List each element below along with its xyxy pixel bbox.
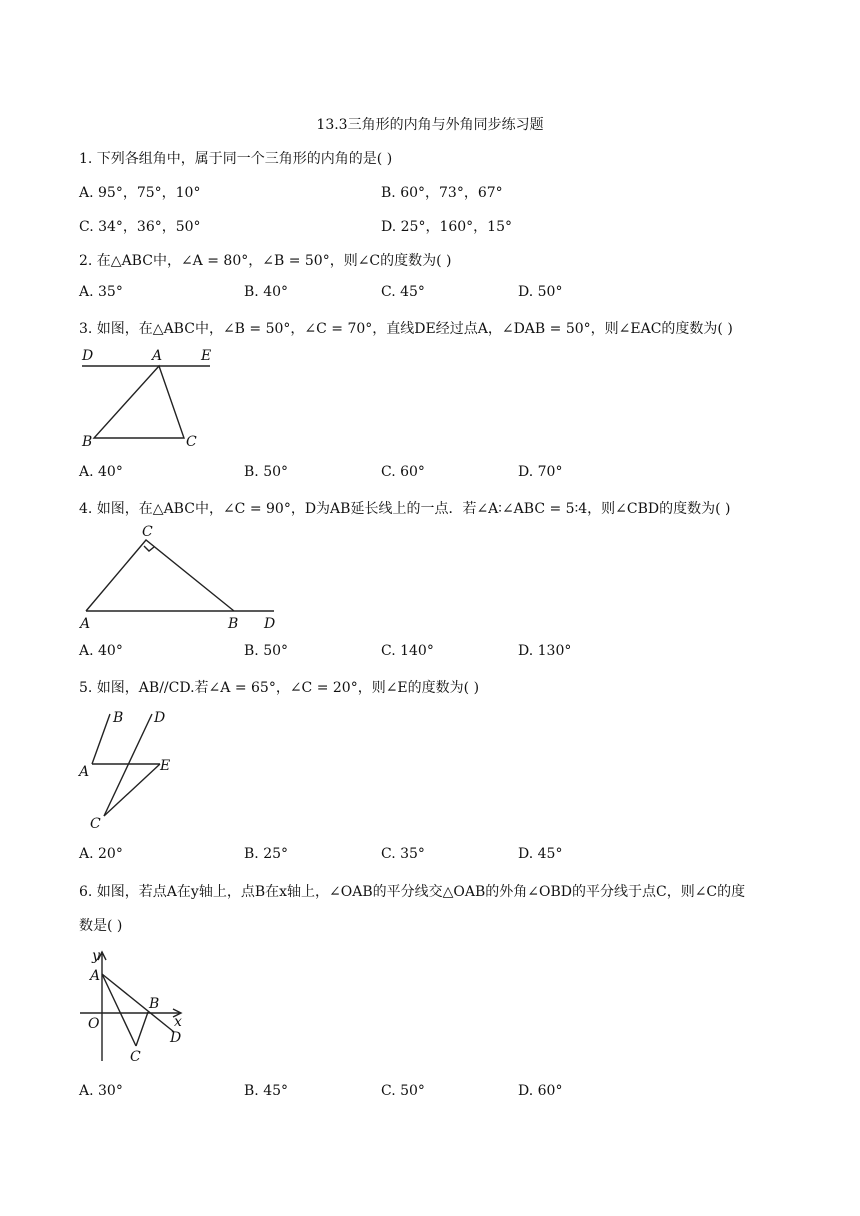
question-3-option-d: D. 70° <box>518 464 563 480</box>
label-b: B <box>228 616 239 632</box>
question-2-stem: 2. 在△ABC中，∠A = 80°，∠B = 50°，则∠C的度数为( ) <box>79 253 452 269</box>
question-5-option-a: A. 20° <box>79 846 123 862</box>
question-3-option-c: C. 60° <box>381 464 425 480</box>
question-3-stem: 3. 如图，在△ABC中，∠B = 50°，∠C = 70°，直线DE经过点A，∠DAB = 50°，则∠EAC的度数为( ) <box>79 321 733 337</box>
question-5-stem: 5. 如图，AB//CD.若∠A = 65°，∠C = 20°，则∠E的度数为( ) <box>79 680 480 696</box>
question-3-option-a: A. 40° <box>79 464 123 480</box>
question-3-figure <box>76 342 226 452</box>
question-2-option-b: B. 40° <box>244 284 289 300</box>
label-a: A <box>152 348 163 364</box>
question-4-stem: 4. 如图，在△ABC中，∠C = 90°，D为AB延长线上的一点．若∠A∶∠ABC = 5∶4，则∠CBD的度数为( ) <box>79 501 731 517</box>
question-3-option-b: B. 50° <box>244 464 289 480</box>
question-1-option-d: D. 25°，160°，15° <box>381 219 512 235</box>
label-b: B <box>113 710 124 726</box>
question-5-option-d: D. 45° <box>518 846 563 862</box>
label-d: D <box>264 616 276 632</box>
label-d: D <box>154 710 166 726</box>
segment-bc <box>136 1012 148 1046</box>
segment-ac <box>102 974 136 1046</box>
label-c: C <box>130 1049 141 1065</box>
label-b: B <box>149 996 160 1012</box>
question-4-option-c: C. 140° <box>381 643 434 659</box>
question-1-option-b: B. 60°，73°，67° <box>381 185 503 201</box>
triangle-abc <box>94 366 184 438</box>
label-d: D <box>82 348 94 364</box>
triangle-abc <box>86 540 234 611</box>
question-2-option-a: A. 35° <box>79 284 123 300</box>
question-4-option-d: D. 130° <box>518 643 572 659</box>
question-2-option-c: C. 45° <box>381 284 425 300</box>
segment-ab <box>92 714 110 764</box>
question-6-figure <box>76 946 196 1068</box>
question-5-figure <box>76 702 186 832</box>
page-title: 13.3三角形的内角与外角同步练习题 <box>316 117 544 133</box>
question-5-option-c: C. 35° <box>381 846 425 862</box>
segment-dc <box>104 714 152 816</box>
label-b: B <box>82 434 93 450</box>
label-a: A <box>80 616 91 632</box>
label-e: E <box>201 348 212 364</box>
question-5-option-b: B. 25° <box>244 846 289 862</box>
question-4-figure <box>76 520 286 635</box>
right-angle-mark <box>144 546 154 551</box>
question-6-option-a: A. 30° <box>79 1083 123 1099</box>
label-a: A <box>79 764 90 780</box>
label-x: x <box>174 1014 182 1030</box>
segment-ec <box>104 764 160 816</box>
label-c: C <box>186 434 197 450</box>
question-6-option-b: B. 45° <box>244 1083 289 1099</box>
segment-abd <box>102 974 174 1032</box>
label-o: O <box>88 1016 100 1032</box>
question-6-stem-line-1: 6. 如图，若点A在y轴上，点B在x轴上，∠OAB的平分线交△OAB的外角∠OBD的平分线于点C，则∠C的度 <box>79 884 746 900</box>
label-c: C <box>142 524 153 540</box>
question-6-option-d: D. 60° <box>518 1083 563 1099</box>
question-1-stem: 1. 下列各组角中，属于同一个三角形的内角的是( ) <box>79 151 393 167</box>
question-6-stem-line-2: 数是( ) <box>79 918 123 934</box>
label-d: D <box>170 1030 182 1046</box>
label-c: C <box>90 816 101 832</box>
question-1-option-a: A. 95°，75°，10° <box>79 185 201 201</box>
question-1-option-c: C. 34°，36°，50° <box>79 219 201 235</box>
question-6-option-c: C. 50° <box>381 1083 425 1099</box>
question-4-option-a: A. 40° <box>79 643 123 659</box>
label-e: E <box>160 758 171 774</box>
question-4-option-b: B. 50° <box>244 643 289 659</box>
question-2-option-d: D. 50° <box>518 284 563 300</box>
label-y: y <box>92 948 100 964</box>
label-a: A <box>90 968 101 984</box>
